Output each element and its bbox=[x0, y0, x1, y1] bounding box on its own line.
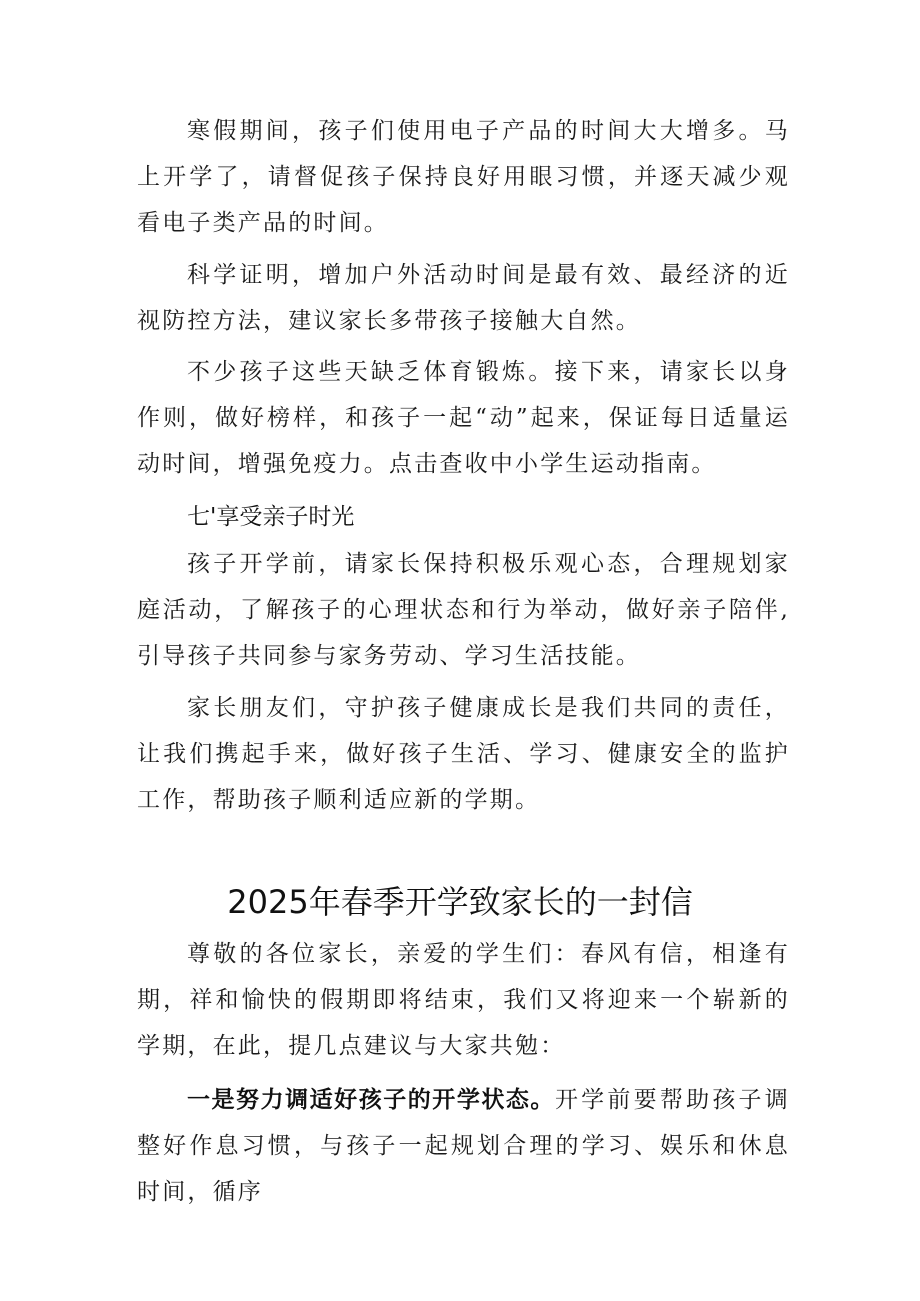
paragraph-parents-responsibility: 家长朋友们，守护孩子健康成长是我们共同的责任，让我们携起手来，做好孩子生活、学习、健康安全的监护工作，帮助孩子顺利适应新的学期。 bbox=[137, 695, 790, 813]
point-one-paragraph bbox=[137, 1077, 790, 1215]
section-heading-family-time: 七'享受亲子时光 bbox=[187, 504, 355, 530]
paragraph-family-activities: 孩子开学前，请家长保持积极乐观心态，合理规划家庭活动，了解孩子的心理状态和行为举动，做好亲子陪伴,引导孩子共同参与家务劳动、学习生活技能。 bbox=[137, 551, 790, 669]
point-one-body: 开学前要帮助孩子调整好作息习惯，与孩子一起规划合理的学习、娱乐和休息时间，循序 bbox=[137, 1087, 790, 1205]
letter-greeting: 尊敬的各位家长，亲爱的学生们：春风有信，相逢有期，祥和愉快的假期即将结束，我们又将迎来一个崭新的学期，在此，提几点建议与大家共勉： bbox=[137, 941, 790, 1059]
paragraph-exercise: 不少孩子这些天缺乏体育锻炼。接下来，请家长以身作则，做好榜样，和孩子一起“动”起来，保证每日适量运动时间，增强免疫力。点击查收中小学生运动指南。 bbox=[137, 359, 790, 477]
paragraph-screen-time: 寒假期间，孩子们使用电子产品的时间大大增多。马上开学了，请督促孩子保持良好用眼习惯，并逐天减少观看电子类产品的时间。 bbox=[137, 118, 790, 236]
point-one-lead: 一是努力调适好孩子的开学状态。 bbox=[187, 1087, 555, 1113]
paragraph-outdoor-activity: 科学证明，增加户外活动时间是最有效、最经济的近视防控方法，建议家长多带孩子接触大自然。 bbox=[137, 262, 790, 334]
letter-title: 2025年春季开学致家长的一封信 bbox=[227, 883, 693, 921]
